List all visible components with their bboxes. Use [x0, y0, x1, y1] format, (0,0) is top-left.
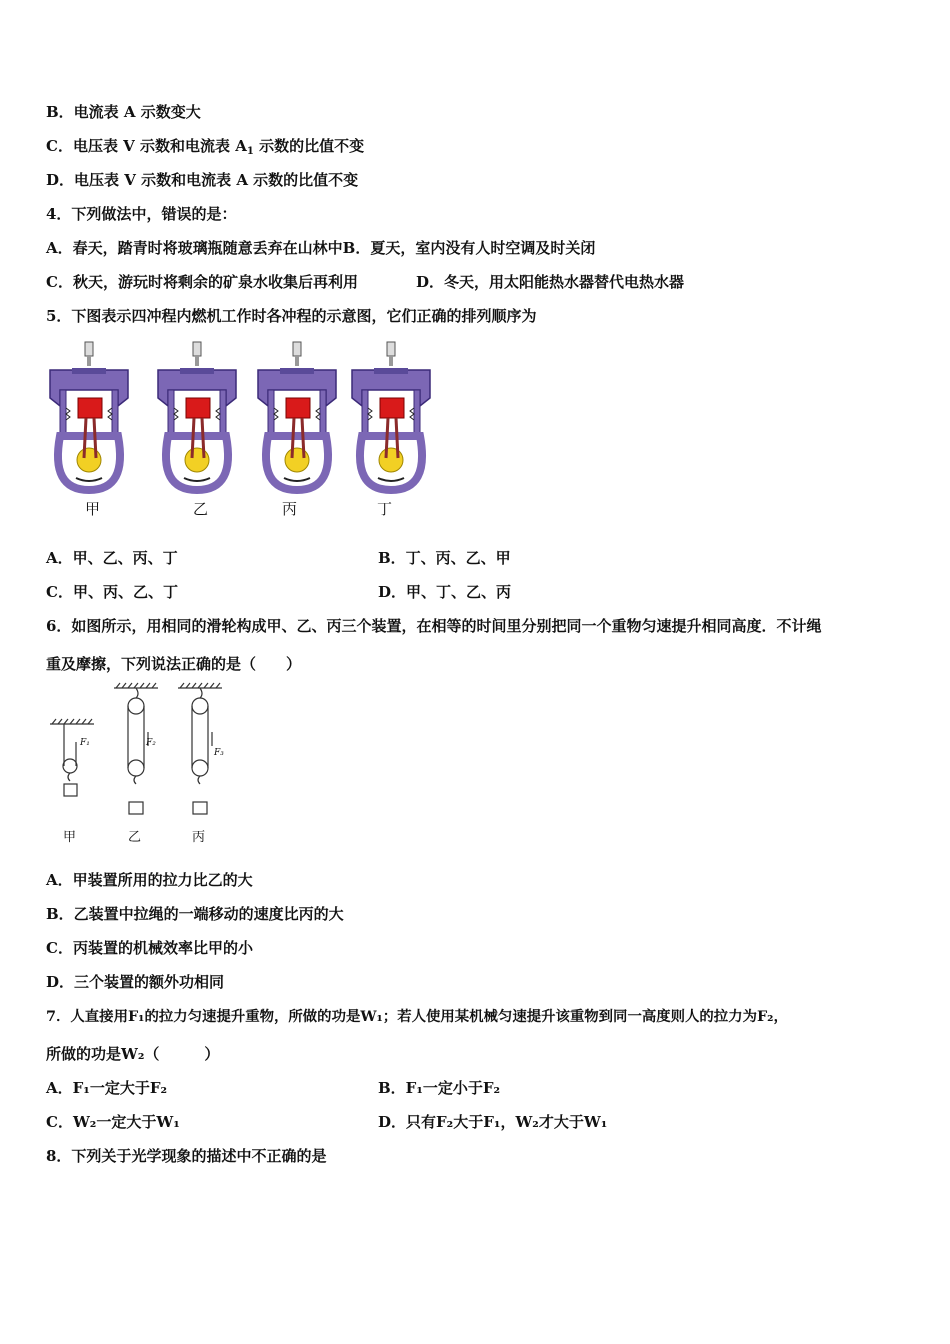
q5-option-d: D．甲、丁、乙、丙	[378, 583, 512, 601]
q6-option-c: C．丙装置的机械效率比甲的小	[46, 939, 253, 957]
q3-option-c-tail: 示数的比值不变	[253, 137, 365, 155]
q3-option-c	[46, 136, 364, 162]
q5-label-ding: 丁	[377, 500, 393, 518]
q6-label-yi: 乙	[128, 830, 142, 845]
engine-bing-icon	[258, 342, 336, 490]
q4-option-c: C．秋天，游玩时将剩余的矿泉水收集后再利用	[46, 273, 358, 291]
q6-option-b: B．乙装置中拉绳的一端移动的速度比丙的大	[46, 905, 344, 923]
q4-options-ab: A．春天，踏青时将玻璃瓶随意丢弃在山林中B．夏天，室内没有人时空调及时关闭	[46, 239, 596, 257]
q5-stem: 5．下图表示四冲程内燃机工作时各冲程的示意图，它们正确的排列顺序为	[46, 307, 537, 325]
q5-option-b: B．丁、丙、乙、甲	[378, 549, 511, 567]
q6-option-a: A．甲装置所用的拉力比乙的大	[46, 871, 253, 889]
q5-label-bing: 丙	[282, 500, 298, 518]
q7-stem-line1: 7．人直接用F₁的拉力匀速提升重物，所做的功是W₁；若人使用某机械匀速提升该重物到同一高度则人的拉力为F₂，	[46, 1008, 788, 1025]
force-label-f3: F₃	[214, 748, 224, 758]
q6-label-bing: 丙	[192, 830, 206, 845]
q7-option-d: D．只有F₂大于F₁，W₂才大于W₁	[378, 1113, 608, 1131]
q4-stem: 4．下列做法中，错误的是：	[46, 205, 237, 223]
q3-option-b: B．电流表 A 示数变大	[46, 103, 201, 121]
q3-option-d: D．电压表 V 示数和电流表 A 示数的比值不变	[46, 171, 359, 189]
engine-strokes-figure	[44, 340, 444, 500]
pulley-jia-icon	[50, 719, 94, 796]
q4-option-d: D．冬天，用太阳能热水器替代电热水器	[416, 273, 685, 291]
force-label-f2: F₂	[146, 738, 156, 748]
q7-option-a: A．F₁一定大于F₂	[46, 1079, 168, 1097]
q3-option-c-subscript: 1	[246, 146, 254, 157]
engine-ding-icon	[352, 342, 430, 490]
q7-option-c: C．W₂一定大于W₁	[46, 1113, 180, 1131]
q8-stem: 8．下列关于光学现象的描述中不正确的是	[46, 1147, 327, 1165]
pulley-yi-icon	[114, 683, 158, 814]
q7-option-b: B．F₁一定小于F₂	[378, 1079, 501, 1097]
q5-label-jia: 甲	[85, 500, 101, 518]
q5-label-yi: 乙	[193, 500, 209, 518]
q3-option-c-text: C．电压表 V 示数和电流表 A	[46, 137, 247, 155]
q7-stem-line2: 所做的功是W₂（ ）	[46, 1045, 220, 1063]
q5-option-c: C．甲、丙、乙、丁	[46, 583, 178, 601]
engine-jia-icon	[50, 342, 128, 490]
force-label-f1: F₁	[80, 738, 90, 748]
q6-label-jia: 甲	[63, 830, 77, 845]
q5-option-a: A．甲、乙、丙、丁	[46, 549, 178, 567]
q6-option-d: D．三个装置的额外功相同	[46, 973, 225, 991]
q6-stem-line2: 重及摩擦，下列说法正确的是（ ）	[46, 655, 302, 673]
engine-yi-icon	[158, 342, 236, 490]
q6-stem-line1: 6．如图所示，用相同的滑轮构成甲、乙、丙三个装置，在相等的时间里分别把同一个重物匀速提升相同高度．不计绳	[46, 617, 822, 635]
